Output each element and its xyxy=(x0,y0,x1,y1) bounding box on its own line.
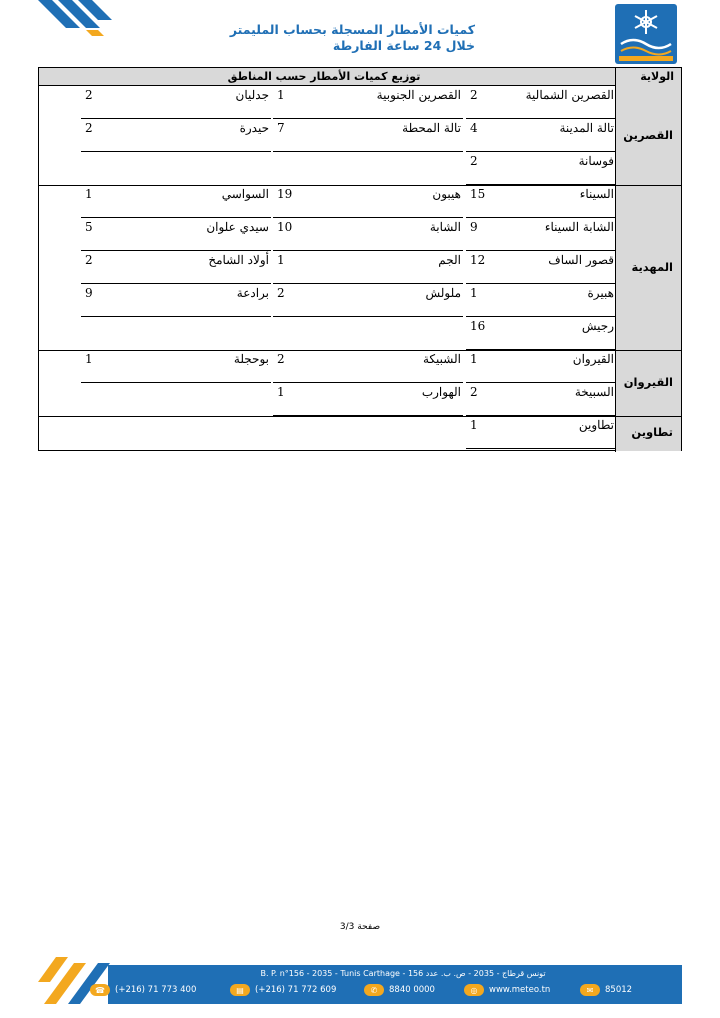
rain-value: 12 xyxy=(470,253,486,267)
station-name: قصور الساف xyxy=(548,253,614,267)
station-name: ملولش xyxy=(425,286,461,300)
station-name: القيروان xyxy=(572,352,614,366)
rain-value: 1 xyxy=(277,88,285,102)
station-name: الهوارب xyxy=(421,385,461,399)
rain-entry xyxy=(273,86,463,119)
station-name: تالة المحطة xyxy=(402,121,461,135)
document-title xyxy=(155,22,475,54)
station-name: هيبون xyxy=(432,187,461,201)
rain-entry xyxy=(273,383,463,416)
rain-entry xyxy=(273,284,463,317)
station-name: سيدي علوان xyxy=(206,220,269,234)
station-name: جدليان xyxy=(235,88,269,102)
phone-icon: ☎ xyxy=(90,984,110,996)
station-name: القصرين الشمالية xyxy=(525,88,614,102)
rain-entry xyxy=(273,119,463,152)
rain-entry xyxy=(81,86,271,119)
phone-1: ☎ (+216) 71 773 400 xyxy=(90,983,196,997)
station-name: فوسانة xyxy=(578,154,614,168)
rain-entry xyxy=(466,284,616,317)
rain-entry xyxy=(466,86,616,119)
rain-entry xyxy=(466,317,616,350)
footer-address: B. P. n°156 - 2035 - Tunis Carthage - تونس قرطاج - 2035 - ص. ب. عدد 156 xyxy=(260,969,546,978)
rain-entry xyxy=(466,185,616,218)
website[interactable]: ◎ www.meteo.tn xyxy=(464,983,550,997)
rain-entry xyxy=(273,350,463,383)
entry-underline xyxy=(81,151,271,152)
table-header-row xyxy=(39,68,681,86)
rain-value: 1 xyxy=(85,187,93,201)
rain-entry xyxy=(466,416,616,449)
rain-value: 5 xyxy=(85,220,93,234)
station-name: حيدرة xyxy=(239,121,269,135)
rain-value: 7 xyxy=(277,121,285,135)
rain-entry xyxy=(466,383,616,416)
entry-underline xyxy=(466,448,616,449)
rain-value: 19 xyxy=(277,187,293,201)
station-name: تطاوين xyxy=(578,418,614,432)
rain-entry xyxy=(466,251,616,284)
station-name: الجم xyxy=(438,253,461,267)
station-name: الشابة السيناء xyxy=(544,220,614,234)
green-number: ✆ 8840 0000 xyxy=(364,983,435,997)
rain-value: 9 xyxy=(85,286,93,300)
header-governorate: الولاية xyxy=(640,70,674,83)
header-distribution: توزيع كميات الأمطار حسب المناطق xyxy=(227,70,421,83)
rain-value: 15 xyxy=(470,187,486,201)
phone-2: ▤ (+216) 71 772 609 xyxy=(230,983,336,997)
rain-entry xyxy=(273,218,463,251)
rain-value: 2 xyxy=(470,88,478,102)
rain-value: 2 xyxy=(85,121,93,135)
footer xyxy=(38,957,682,1004)
station-name: الشبيكة xyxy=(423,352,461,366)
rain-entry xyxy=(81,185,271,218)
snowflake-sun-icon xyxy=(615,4,677,64)
handset-icon: ✆ xyxy=(364,984,384,996)
station-name: السيناء xyxy=(579,187,614,201)
rain-entry xyxy=(466,218,616,251)
entry-underline xyxy=(273,316,463,317)
rain-value: 4 xyxy=(470,121,478,135)
sms-number: ✉ 85012 xyxy=(580,983,632,997)
rain-value: 9 xyxy=(470,220,478,234)
station-name: برادعة xyxy=(236,286,269,300)
title-line-2: خلال 24 ساعة الفارطة xyxy=(332,38,475,53)
governorate-name: القيروان xyxy=(623,375,673,389)
rain-entry xyxy=(273,185,463,218)
rain-value: 1 xyxy=(470,286,478,300)
rain-entry xyxy=(466,152,616,185)
station-name: القصرين الجنوبية xyxy=(376,88,461,102)
station-name: أولاد الشامخ xyxy=(208,253,269,267)
rain-value: 1 xyxy=(277,253,285,267)
station-name: السواسي xyxy=(221,187,269,201)
governorate-name: تطاوين xyxy=(631,424,673,439)
entry-underline xyxy=(81,382,271,383)
rain-entry xyxy=(273,251,463,284)
rain-entry xyxy=(81,251,271,284)
station-name: بوحجلة xyxy=(233,352,269,366)
rain-value: 16 xyxy=(470,319,486,333)
title-line-1: كميات الأمطار المسجلة بحساب المليمتر xyxy=(229,22,475,37)
rainfall-table xyxy=(38,67,682,451)
rain-value: 1 xyxy=(470,418,478,432)
rain-entry xyxy=(81,284,271,317)
decorative-stripes xyxy=(38,0,118,40)
rain-value: 1 xyxy=(277,385,285,399)
rain-value: 10 xyxy=(277,220,293,234)
sms-icon: ✉ xyxy=(580,984,600,996)
station-name: الشابة xyxy=(429,220,461,234)
rain-value: 2 xyxy=(277,286,285,300)
entry-underline xyxy=(273,151,463,152)
rain-entry xyxy=(81,119,271,152)
governorate-name: المهدية xyxy=(631,259,673,274)
entry-underline xyxy=(81,316,271,317)
station-name: هبيرة xyxy=(587,286,614,300)
rain-entry xyxy=(81,350,271,383)
page-number: صفحة 3/3 xyxy=(339,922,381,932)
rain-value: 2 xyxy=(470,385,478,399)
governorate-name: القصرين xyxy=(623,127,673,142)
rain-entry xyxy=(466,350,616,383)
rain-value: 2 xyxy=(470,154,478,168)
rain-value: 2 xyxy=(85,88,93,102)
rain-entry xyxy=(466,119,616,152)
station-name: رجيش xyxy=(581,319,614,333)
rain-value: 2 xyxy=(277,352,285,366)
station-name: تالة المدينة xyxy=(559,121,614,135)
rain-value: 1 xyxy=(85,352,93,366)
institute-logo xyxy=(615,4,677,64)
fax-icon: ▤ xyxy=(230,984,250,996)
rain-entry xyxy=(81,218,271,251)
globe-icon: ◎ xyxy=(464,984,484,996)
rain-value: 1 xyxy=(470,352,478,366)
rain-value: 2 xyxy=(85,253,93,267)
station-name: السبيخة xyxy=(574,385,614,399)
